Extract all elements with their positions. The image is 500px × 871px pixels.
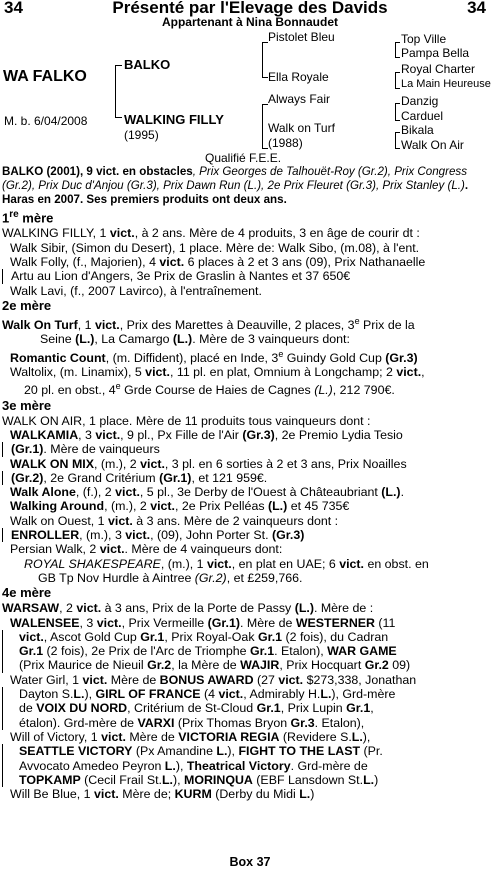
- consignor-title: Présenté par l'Elevage des Davids: [112, 0, 388, 17]
- qualification: Qualifié F.E.E.: [205, 151, 282, 165]
- dam-sire: Always Fair: [268, 92, 331, 106]
- g3-3: Royal Charter: [401, 62, 476, 76]
- owner-line: Appartenant à Nina Bonnaudet: [161, 15, 338, 29]
- g3-4: La Main Heureuse: [401, 78, 491, 90]
- dam-name: WALKING FILLY: [124, 112, 224, 127]
- section-fourth-dam: 4e mère: [2, 585, 52, 601]
- catalogue-text: BALKO (2001), 9 vict. en obstacles, Prix Georges de Talhouët-Roy (Gr.2), Prix Congress (Gr.2), Prix Duc d'Anjou (Gr.3), Prix Dawn Run (L.), 2e Prix Fleuret (Gr.3), Prix Stanley (L.). Haras en 2007. Ses premiers produits ont deux ans. 1re mère WALKING FILLY, 1 vict., à 2 ans. Mère de 4 produits, 3 en âge de courir dt : Walk Sibir, (Simon du Desert), 1 place. Mère de: Walk Sibo, (m.08), à l'ent. Walk Folly, (f., Majorien), 4 vict. 6 places à 2 et 3 ans (09), Prix Nathanaelle Artu au Lion d'Angers, 3e Prix de Graslin à Nantes et 37 650€ Walk Lavi, (f., 2007 Lavirco), à l'entraînement. 2e mère Walk On Turf, 1 vict., Prix des Marettes à Deauville, 2 places, 3e Prix de la Seine (L.), La Camargo (L.). Mère de 3 vainqueurs dont: Romantic Count, (m. Diffident), placé en Inde, 3e Guindy Gold Cup (Gr.3) Waltolix, (m. Linamix), 5 vict., 11 pl. en plat, Omnium à Longchamp; 2 vict., 20 pl. en obst., 4e Grde Course de Haies de Cagnes (L.), 212 790€. 3e mère WALK ON AIR, 1 place. Mère de 11 produits tous vainqueurs dont : WALKAMIA, 3 vict., 9 pl., Px Fille de l'Air (Gr.3), 2e Premio Lydia Tesio (Gr.1). Mère de vainqueurs WALK ON MIX, (m.), 2 vict., 3 pl. en 6 sorties à 2 et 3 ans, Prix Noailles (Gr.2), 2e Grand Critérium (Gr.1), et 121 959€. Walk Alone, (f.), 2 vict., 5 pl., 3e Derby de l'Ouest à Châteaubriant (L.). Walking Around, (m.), 2 vict., 2e Prix Pelléas (L.) et 45 735€ Walk on Ouest, 1 vict. à 3 ans. Mère de 2 vainqueurs dont : ENROLLER, (m.), 3 vict., (09), John Porter St. (Gr.3) Persian Walk, 2 vict.. Mère de 4 vainqueurs dont: ROYAL SHAKESPEARE, (m.), 1 vict., en plat en UAE; 6 vict. en obst. en GB Tp Nov Hurdle à Aintree (Gr.2), et £259,766. 4e mère WARSAW, 2 vict. à 3 ans, Prix de la Porte de Passy (L.). Mère de : WALENSEE, 3 vict., Prix Vermeille (Gr.1). Mère de WESTERNER (11 vict., Ascot Gold Cup Gr.1, Prix Royal-Oak Gr.1 (2 fois), du Cadran Gr.1 (2 fois), 2e Prix de l'Arc de Triomphe Gr.1. Etalon), WAR GAME (Prix Maurice de Nieuil Gr.2, la Mère de WAJIR, Prix Hocquart Gr.2 09) Water Girl, 1 vict. Mère de BONUS AWARD (27 vict. $273,338, Jonathan Dayton S.L.), GIRL OF FRANCE (4 vict., Admirably H.L.), Grd-mère de VOIX DU NORD, Critérium de St-Cloud Gr.1, Prix Lupin Gr.1, étalon). Grd-mère de VARXI (Prix Thomas Bryon Gr.3. Etalon), Will of Victory, 1 vict. Mère de VICTORIA REGIA (Revidere S.L.), SEATTLE VICTORY (Px Amandine L.), FIGHT TO THE LAST (Pr. Avvocato Amedeo Peyron L.), Theatrical Victory. Grd-mère de TOPKAMP (Cecil Frail St.L.), MORINQUA (EBF Lansdown St.L.) Will Be Blue, 1 vict. Mère de; KURM (Derby du Midi L.): [2, 165, 496, 801]
- g3-8: Walk On Air: [401, 138, 464, 152]
- g3-7: Bikala: [401, 123, 434, 137]
- g3-5: Danzig: [401, 94, 439, 108]
- first-dam-text: WALKING FILLY, 1 vict., à 2 ans. Mère de 4 produits, 3 en âge de courir dt :: [2, 226, 420, 241]
- horse-description: M. b. 6/04/2008: [4, 114, 88, 128]
- lot-number-right: 34: [467, 0, 486, 17]
- sire-sire: Pistolet Bleu: [268, 30, 335, 44]
- sire-name: BALKO: [124, 57, 171, 72]
- section-third-dam: 3e mère: [2, 397, 52, 413]
- g3-6: Carduel: [401, 109, 444, 123]
- g3-2: Pampa Bella: [401, 46, 470, 60]
- dam-year: (1995): [124, 128, 159, 142]
- section-second-dam: 2e mère: [2, 297, 52, 313]
- box-number: Box 37: [229, 855, 271, 869]
- dam-dam-year: (1988): [268, 136, 303, 150]
- g3-1: Top Ville: [401, 32, 447, 46]
- sire-dam: Ella Royale: [268, 70, 329, 84]
- dam-dam: Walk on Turf: [268, 121, 335, 135]
- horse-name: WA FALKO: [3, 68, 87, 85]
- lot-number-left: 34: [4, 0, 23, 17]
- section-first-dam: 1re mère: [2, 209, 54, 226]
- sire-summary: BALKO (2001), 9 vict. en obstacles, Prix Georges de Talhouët-Roy (Gr.2), Prix Congress (Gr.2), Prix Duc d'Anjou (Gr.3), Prix Dawn Run (L.), 2e Prix Fleuret (Gr.3), Prix Stanley (L.). Haras en 2007. Ses premiers produits ont deux ans.: [2, 165, 469, 206]
